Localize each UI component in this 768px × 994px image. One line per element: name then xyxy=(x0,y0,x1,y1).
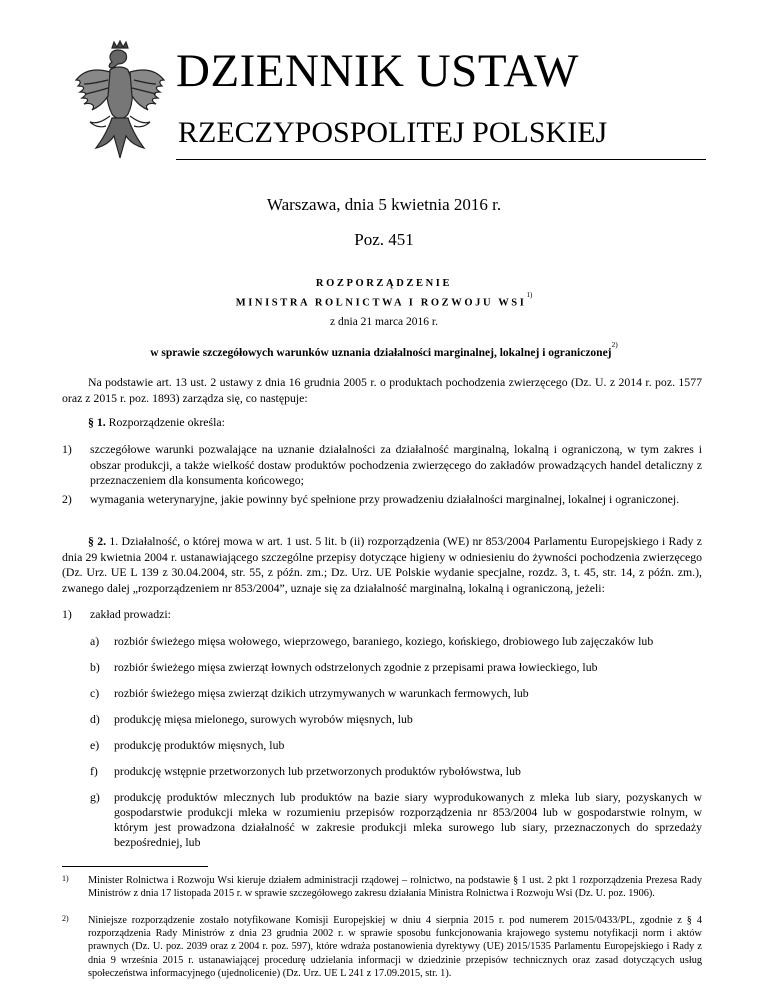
paragraph-1 xyxy=(88,415,225,431)
footnote: Niniejsze rozporządzenie zostało notyfikowane Komisji Europejskiej w dniu 4 sierpnia 2015 r. pod numerem 2015/0433/PL, zgodnie z § 4 rozporządzenia Rady Ministrów z dnia 23 grudnia 2002 r. w sprawie sposobu funkcjonowania krajowego systemu notyfikacji norm i aktów prawnych (Dz. U. poz. 2039 oraz z 2004 r. poz. 597), które wdraża postanowienia dyrektywy (UE) 2015/1535 Parlamentu Europejskiego i Rady z dnia 9 września 2015 r. ustanawiającej procedurę udzielania informacji w dziedzinie przepisów technicznych oraz zasad dotyczących usług społeczeństwa informacyjnego (ujednolicenie) (Dz. Urz. UE L 241 z 17.09.2015, str. 1). xyxy=(88,915,702,979)
sub-item-letter: d) xyxy=(90,712,100,726)
position-number: Poz. 451 xyxy=(354,230,414,249)
sub-item-letter: c) xyxy=(90,686,100,700)
sub-item-letter: f) xyxy=(90,764,98,778)
paragraph-2-label: § 2. xyxy=(88,534,107,548)
list-item: szczegółowe warunki pozwalające na uznanie działalności za działalność marginalną, lokalną i ograniczoną, w tym zakres i obszar produkcji, a także wielkość dostaw produktów pochodzenia zwierzęcego do zakładów prowadzących handel detaliczny z przeznaczeniem dla konsumenta końcowego; xyxy=(90,442,702,487)
paragraph-1-text: Rozporządzenie określa: xyxy=(105,415,225,429)
list-item-number: 1) xyxy=(62,607,72,621)
sub-item: produkcję produktów mięsnych, lub xyxy=(114,738,285,752)
publication-date: Warszawa, dnia 5 kwietnia 2016 r. xyxy=(266,195,502,214)
act-subject-text: w sprawie szczegółowych warunków uznania działalności marginalnej, lokalnej i ograniczonej xyxy=(150,346,612,359)
sub-item: rozbiór świeżego mięsa zwierząt dzikich utrzymywanych w warunkach fermowych, lub xyxy=(114,686,529,700)
act-issuer xyxy=(0,291,768,309)
list-item: zakład prowadzi: xyxy=(90,607,171,621)
sub-item-letter: b) xyxy=(90,660,100,674)
sub-item: rozbiór świeżego mięsa zwierząt łownych odstrzelonych zgodnie z przepisami prawa łowieckiego, lub xyxy=(114,660,598,674)
footnote-ref-2: 2) xyxy=(611,340,618,349)
journal-subtitle: RZECZYPOSPOLITEJ POLSKIEJ xyxy=(178,116,608,149)
list-item-number: 1) xyxy=(62,442,72,456)
sub-item: produkcję mięsa mielonego, surowych wyrobów mięsnych, lub xyxy=(114,712,413,726)
sub-item-letter: e) xyxy=(90,738,100,752)
footnote-rule xyxy=(62,866,208,867)
preamble: Na podstawie art. 13 ust. 2 ustawy z dnia 16 grudnia 2005 r. o produktach pochodzenia zwierzęcego (Dz. U. z 2014 r. poz. 1577 oraz z 2015 r. poz. 1893) zarządza się, co następuje: xyxy=(62,375,702,405)
sub-item: produkcję wstępnie przetworzonych lub przetworzonych produktów rybołówstwa, lub xyxy=(114,764,521,778)
footnote: Minister Rolnictwa i Rozwoju Wsi kieruje działem administracji rządowej – rolnictwo, na podstawie § 1 ust. 2 pkt 1 rozporządzenia Prezesa Rady Ministrów z dnia 17 listopada 2015 r. w sprawie szczegółowego zakresu działania Ministra Rolnictwa i Rozwoju Wsi (Dz. U. poz. 1906). xyxy=(88,875,702,900)
paragraph-2 xyxy=(62,534,702,596)
footnote-ref-1: 1) xyxy=(526,291,533,299)
sub-item-letter: g) xyxy=(90,790,100,804)
sub-item: produkcję produktów mlecznych lub produktów na bazie siary wyprodukowanych z mleka lub siary, pozyskanych w gospodarstwie produkcji mleka w rozumieniu przepisów rozporządzenia nr 853/2004 lub w gospodarstwie rolnym, w którym jest prowadzona działalność w zakresie produkcji mleka surowego lub siary, przeznaczonych do sprzedaży bezpośredniej, lub xyxy=(114,790,702,849)
list-item: wymagania weterynaryjne, jakie powinny być spełnione przy prowadzeniu działalności marginalnej, lokalnej i ograniczonej. xyxy=(90,492,680,506)
journal-title: DZIENNIK USTAW xyxy=(176,45,579,97)
sub-item-letter: a) xyxy=(90,634,100,648)
act-subject xyxy=(0,340,768,359)
act-type: ROZPORZĄDZENIE xyxy=(315,278,453,289)
paragraph-2-text: 1. Działalność, o której mowa w art. 1 ust. 5 lit. b (ii) rozporządzenia (WE) nr 853/2004 Parlamentu Europejskiego i Rady z dnia 29 kwietnia 2004 r. ustanawiającego szczególne przepisy dotyczące higieny w odniesieniu do żywności pochodzenia zwierzęcego (Dz. Urz. UE L 139 z 30.04.2004, str. 55, z późn. zm.; Dz. Urz. UE Polskie wydanie specjalne, rozdz. 3, t. 45, str. 14, z późn. zm.), zwanego dalej „rozporządzeniem nr 853/2004”, uznaje się za działalność marginalną, lokalną i ograniczoną, jeżeli: xyxy=(62,534,702,595)
act-date: z dnia 21 marca 2016 r. xyxy=(330,316,438,328)
footnote-number: 1) xyxy=(62,874,69,883)
act-issuer-text: MINISTRA ROLNICTWA I ROZWOJU WSI xyxy=(235,297,527,309)
header-rule xyxy=(176,159,706,160)
list-item-number: 2) xyxy=(62,492,72,506)
paragraph-1-label: § 1. xyxy=(88,415,106,429)
sub-item: rozbiór świeżego mięsa wołowego, wieprzowego, baraniego, koziego, końskiego, drobiowego lub zajęczaków lub xyxy=(114,634,654,648)
footnote-number: 2) xyxy=(62,914,69,923)
polish-eagle-emblem xyxy=(72,40,168,164)
